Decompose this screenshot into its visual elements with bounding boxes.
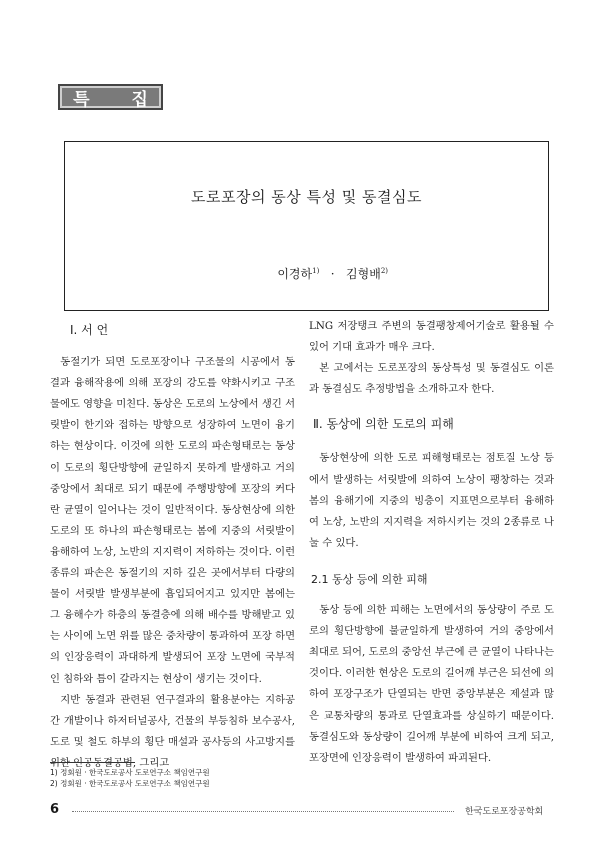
subsection-2-1-heading: 2.1 동상 등에 의한 피해: [311, 572, 428, 586]
footnote-rule: [50, 762, 135, 763]
footer-dotted-line: [72, 811, 454, 812]
badge-label: 특 집: [73, 89, 166, 110]
author-separator: ·: [330, 267, 335, 281]
society-name: 한국도로포장공학회: [465, 807, 544, 817]
section-1-paragraph: 지반 동결과 관련된 연구결과의 활용분야는 지하공간 개발이나 하저터널공사, 건물의 부등침하 보수공사, 도로 및 철도 하부의 횡단 매설과 공사등의 사고방지를 위한 인공동결공법, 그리고: [50, 693, 295, 769]
footnote: 2) 정회원 · 한국도로공사 도로연구소 책임연구원: [50, 778, 210, 788]
author-2: 김형배: [346, 267, 381, 281]
article-title: 도로포장의 동상 특성 및 동결심도: [191, 188, 422, 206]
section-1-paragraph: 동절기가 되면 도로포장이나 구조물의 시공에서 동결과 융해작용에 의해 포장의 강도를 약화시키고 구조물에도 영향을 미친다. 동상은 도로의 노상에서 생긴 서릿발이 한기와 접하는 방향으로 성장하여 노면이 융기하는 현상이다. 이것에 의한 도로의 파손형태로는 동상이 도로의 횡단방향에 균일하지 못하게 발생하고 거의 중앙에서 최대로 되기 때문에 주행방향에 포장의 커다란 균열이 일어나는 것이 일반적이다. 동상현상에 의한 도로의 또 하나의 파손형태로는 봄에 지중의 서릿발이 융해하여 노상, 노반의 지지력이 저하하는 것이다. 이런 종류의 파손은 동절기의 지하 깊은 곳에서부터 다량의 물이 서릿발 발생부분에 흡입되어지고 있지만 봄에는 그 융해수가 하층의 동결층에 의해 배수를 방해받고 있는 사이에 노면 위를 많은 중차량이 통과하여 포장 하면의 인장응력이 과대하게 발생되어 포장 노면에 국부적인 침하와 틈이 갈라지는 현상이 생기는 것이다.: [50, 356, 296, 685]
subsection-2-1-paragraph: 동상 등에 의한 피해는 노면에서의 동상량이 주로 도로의 횡단방향에 불균일하게 발생하여 거의 중앙에서 최대로 되어, 도로의 중앙선 부근에 큰 균열이 나타나는 것이다. 이러한 현상은 도로의 길어깨 부근은 되선에 의하여 포장구조가 단열되는 반면 중앙부분은 제설과 많은 교통차량의 통과로 단열효과를 상실하기 때문이다. 동결심도와 동상량이 길어깨 부분에 비하여 크게 되고, 포장면에 인장응력이 발생하여 파괴된다.: [309, 604, 555, 764]
left-column: [50, 312, 295, 774]
footnotes: [50, 768, 210, 789]
author-1-note: 1): [312, 267, 320, 275]
feature-badge: [58, 84, 166, 110]
page-number: 6: [50, 802, 60, 817]
authors: [277, 265, 388, 282]
footnote: 1) 정회원 · 한국도로공사 도로연구소 책임연구원: [50, 768, 210, 777]
section-2-heading: Ⅱ. 동상에 의한 도로의 피해: [313, 417, 454, 432]
section-2-paragraph: 동상현상에 의한 도로 피해형태로는 점토질 노상 등에서 발생하는 서릿발에 의하여 노상이 팽창하는 것과 봄의 융해기에 지중의 빙층이 지표면으로부터 융해하여 노상, 노반의 지지력을 저하시키는 것의 2종류로 나눌 수 있다.: [309, 452, 554, 549]
title-box: [64, 141, 549, 311]
intro-paragraph: 본 고에서는 도로포장의 동상특성 및 동결심도 이론과 동결심도 추정방법을 소개하고자 한다.: [309, 362, 554, 396]
section-1-heading: Ⅰ. 서 언: [70, 323, 109, 337]
author-2-note: 2): [380, 267, 388, 275]
right-column: [309, 316, 554, 769]
author-1: 이경하: [277, 267, 313, 281]
continued-paragraph: LNG 저장탱크 주변의 동결팽창제어기술로 활용될 수 있어 기대 효과가 매우 크다.: [309, 320, 554, 354]
